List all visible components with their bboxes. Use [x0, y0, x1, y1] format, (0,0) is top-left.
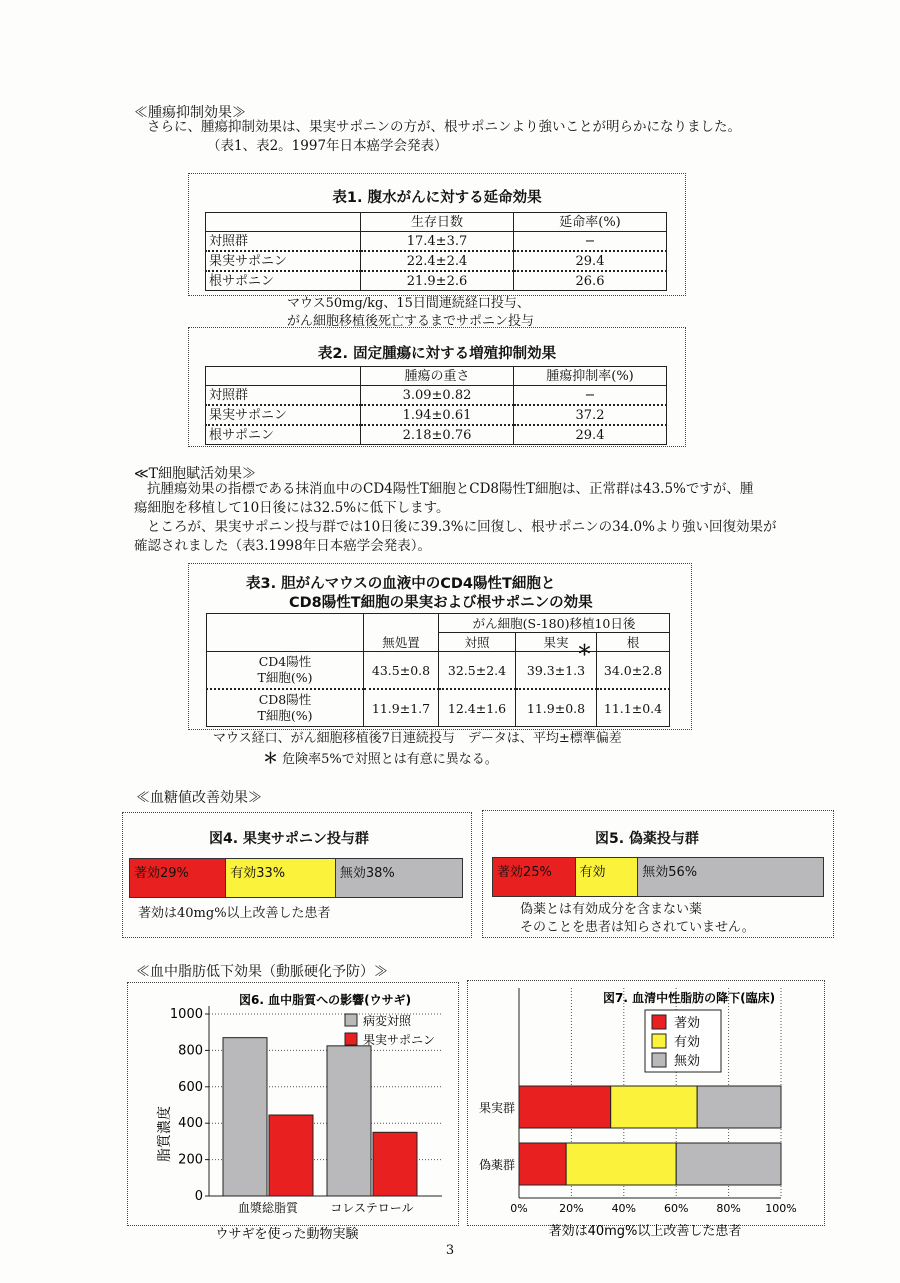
fig7-chart: [467, 980, 827, 1244]
fig7-legend-label: 無効: [674, 1054, 701, 1069]
fig6-legend-fruit: 果実サポニン: [363, 1033, 436, 1047]
table-row: 対照群 17.4±3.7 −: [206, 232, 667, 252]
table3-note-2-row: [263, 747, 498, 768]
fig6-ytick-label: 800: [178, 1043, 203, 1059]
fig7-bar-segment: [519, 1143, 566, 1185]
fig5-title: 図5. 偽薬投与群: [595, 831, 699, 847]
table1-title: 表1. 腹水がんに対する延命効果: [332, 190, 542, 206]
fig7-legend-label: 著効: [674, 1016, 701, 1031]
table2: 腫瘍の重さ 腫瘍抑制率(%) 対照群 3.09±0.82 − 果実サポニン 1.94±0.61 37.2 根サポニン 2.18±0.76 29.4: [205, 366, 667, 445]
fig7-category-label: 果実群: [478, 1101, 515, 1115]
fig7-legend-swatch: [652, 1034, 666, 1048]
section-text-tumor-2: （表1、表2。1997年日本癌学会発表）: [207, 138, 448, 154]
fig7-legend-swatch: [652, 1015, 666, 1029]
fig6-ytick-label: 400: [178, 1116, 203, 1132]
significance-asterisk: ＊: [576, 641, 592, 659]
legend-swatch-control: [345, 1014, 357, 1026]
fig4-segment-effective: 有効33%: [226, 859, 336, 897]
page-number: 3: [445, 1243, 455, 1258]
fig6-bar: [269, 1115, 313, 1196]
table3-note-2: 危険率5%で対照とは有意に異なる。: [282, 752, 498, 767]
fig5-note-2: そのことを患者は知らされていません。: [520, 920, 755, 935]
table2-title: 表2. 固定腫瘍に対する増殖抑制効果: [317, 346, 557, 362]
fig6-category-label: 血漿総脂質: [237, 1201, 299, 1215]
fig7-category-label: 偽薬群: [478, 1158, 515, 1172]
fig5-segment-ineffective: 無効56%: [638, 858, 823, 896]
fig7-xtick-label: 40%: [611, 1202, 637, 1215]
table3: 無処置 がん細胞(S-180)移植10日後 対照 果実 根 CD4陽性 T細胞(%) 43.5±0.8 32.5±2.4 39.3±1.3 ＊ 34.0±2.8 CD8陽性 T細胞(%) 11.9±1.7 12.4±1.6 11.9±0.8 11.1±0.4: [206, 613, 670, 727]
fig7-bar-segment: [676, 1143, 781, 1185]
fig6-bar: [373, 1132, 417, 1196]
fig6-title: 図6. 血中脂質への影響(ウサギ): [239, 993, 412, 1007]
fig5-note-1: 偽薬とは有効成分を含まない薬: [520, 902, 703, 917]
table3-title-2: CD8陽性T細胞の果実および根サポニンの効果: [289, 595, 593, 611]
fig7-note: 著効は40mg%以上改善した患者: [548, 1224, 742, 1239]
fig7-bar-segment: [697, 1086, 781, 1128]
section-text-tcell-2: 瘍細胞を移植して10日後には32.5%に低下します。: [134, 500, 450, 516]
fig7-xtick-label: 0%: [510, 1202, 528, 1215]
section-text-tcell-4: 確認されました（表3.1998年日本癌学会発表）。: [134, 538, 431, 554]
section-text-tcell-3: ところが、果実サポニン投与群では10日後に39.3%に回復し、根サポニンの34.0%より強い回復効果が: [147, 519, 777, 535]
fig5-segment-effective: 有効: [576, 858, 639, 896]
fig7-bar-segment: [566, 1143, 676, 1185]
table3-note-1: マウス経口、がん細胞移植後7日連続投与 データは、平均±標準偏差: [213, 731, 622, 746]
fig5-bar: [492, 857, 824, 897]
table-row: 根サポニン 2.18±0.76 29.4: [206, 425, 667, 445]
fig6-ylabel: 脂質濃度: [157, 1106, 173, 1162]
section-heading-lipid: ≪血中脂肪低下効果（動脈硬化予防）≫: [136, 964, 388, 980]
fig6-note: ウサギを使った動物実験: [215, 1227, 359, 1242]
fig6-category-label: コレステロール: [330, 1201, 414, 1215]
fig6-legend-control: 病変対照: [363, 1014, 412, 1028]
table-row: 対照群 3.09±0.82 −: [206, 386, 667, 406]
fig5-segment-marked: 著効25%: [493, 858, 576, 896]
section-heading-tumor: ≪腫瘍抑制効果≫: [134, 105, 246, 121]
legend-swatch-fruit: [345, 1033, 357, 1045]
fig4-note: 著効は40mg%以上改善した患者: [138, 906, 331, 921]
section-heading-bloodsugar: ≪血糖値改善効果≫: [136, 790, 262, 806]
table1-note-1: マウス50mg/kg、15日間連続経口投与、: [287, 296, 530, 311]
fig7-xtick-label: 80%: [716, 1202, 741, 1215]
fig7-bar-segment: [611, 1086, 697, 1128]
table-row: 果実サポニン 1.94±0.61 37.2: [206, 405, 667, 425]
fig6-chart: [127, 982, 462, 1244]
table1: 生存日数 延命率(%) 対照群 17.4±3.7 − 果実サポニン 22.4±2.4 29.4 根サポニン 21.9±2.6 26.6: [205, 212, 667, 291]
fig6-bar: [223, 1038, 267, 1196]
fig7-legend-label: 有効: [674, 1035, 701, 1050]
fig7-xtick-label: 20%: [559, 1202, 584, 1215]
section-heading-tcell: ≪T細胞賦活効果≫: [134, 466, 256, 482]
fig6-ytick-label: 600: [178, 1079, 203, 1095]
fig6-ytick-label: 200: [178, 1152, 203, 1168]
table1-note-2: がん細胞移植後死亡するまでサポニン投与: [287, 314, 535, 329]
table3-title-1: 表3. 胆がんマウスの血液中のCD4陽性T細胞と: [246, 576, 556, 592]
fig6-ytick-label: 1000: [169, 1007, 203, 1022]
fig7-title: 図7. 血清中性脂肪の降下(臨床): [603, 991, 776, 1005]
fig6-ytick-label: 0: [194, 1189, 203, 1204]
asterisk-icon: ＊: [263, 749, 279, 767]
fig4-segment-ineffective: 無効38%: [336, 859, 462, 897]
fig7-bar-segment: [519, 1086, 611, 1128]
fig4-title: 図4. 果実サポニン投与群: [209, 831, 369, 847]
fig7-xtick-label: 100%: [765, 1202, 797, 1215]
table-row: 果実サポニン 22.4±2.4 29.4: [206, 251, 667, 271]
fig4-segment-marked: 著効29%: [130, 859, 226, 897]
fig6-bar: [327, 1046, 371, 1196]
fig7-xtick-label: 60%: [663, 1202, 689, 1215]
section-text-tumor-1: さらに、腫瘍抑制効果は、果実サポニンの方が、根サポニンより強いことが明らかになりました。: [147, 119, 741, 135]
section-text-tcell-1: 抗腫瘍効果の指標である抹消血中のCD4陽性T細胞とCD8陽性T細胞は、正常群は43.5%ですが、腫: [147, 481, 754, 497]
fig7-legend-swatch: [652, 1053, 666, 1067]
fig4-bar: [129, 858, 463, 898]
table-row: CD4陽性 T細胞(%) 43.5±0.8 32.5±2.4 39.3±1.3 ＊ 34.0±2.8: [207, 652, 670, 690]
table-row: 根サポニン 21.9±2.6 26.6: [206, 271, 667, 291]
table-row: CD8陽性 T細胞(%) 11.9±1.7 12.4±1.6 11.9±0.8 11.1±0.4: [207, 689, 670, 727]
